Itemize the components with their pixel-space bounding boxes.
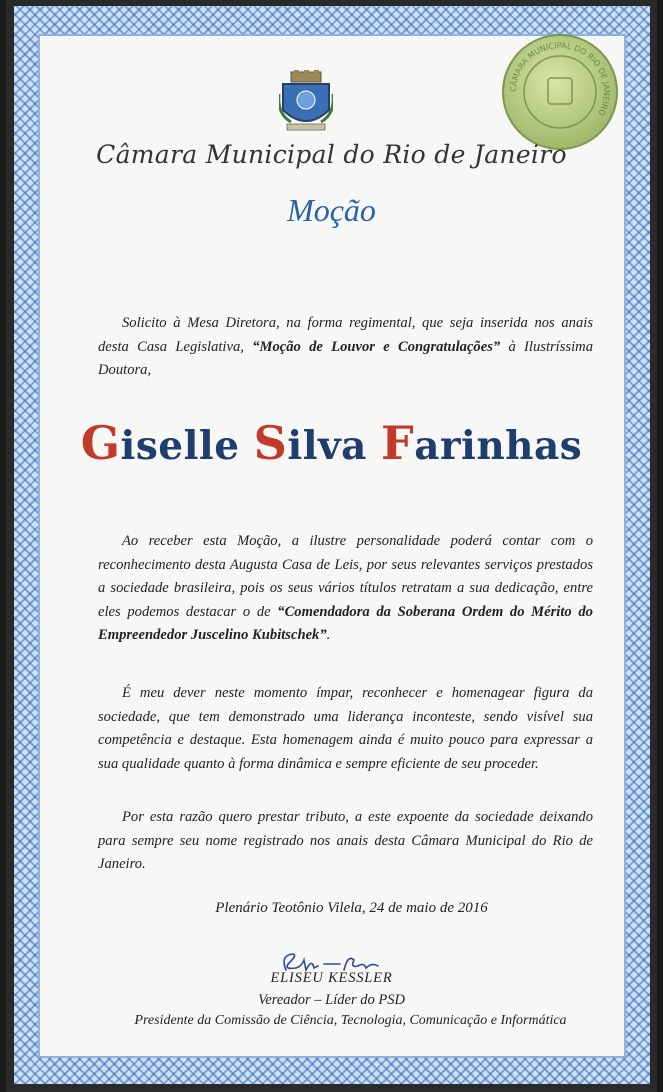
honoree-name: [0, 416, 663, 470]
honoree-initial-1: G: [80, 416, 121, 470]
intro-text-2: à Ilustríssima Doutora,: [98, 338, 593, 379]
paragraph-tribute: Por esta razão quero prestar tributo, a este expoente da sociedade deixando para sempre seu nome registrado nos anais desta Câmara Municipal do Rio de Janeiro.: [98, 809, 593, 873]
seal-lettering: CÂMARA MUNICIPAL DO RIO DE JANEIRO: [508, 40, 612, 118]
signatory-role: Vereador – Líder do PSD: [258, 992, 405, 1008]
institution-name: Câmara Municipal do Rio de Janeiro: [96, 140, 567, 169]
honoree-initial-3: F: [381, 416, 415, 470]
honoree-last: arinhas: [414, 423, 583, 469]
paragraph-recognition-text: Ao receber esta Moção, a ilustre personalidade poderá contar com o reconhecimento desta Augusta Casa de Leis, por seus relevantes serviços prestados a sociedade brasileira, pois os seus vários títulos retratam a sua dedicação, entre eles podemos destacar o de: [98, 533, 593, 620]
paragraph-recognition-end: .: [326, 627, 331, 644]
honoree-first: iselle: [120, 423, 240, 469]
intro-paragraph: [98, 312, 593, 383]
embossed-seal-icon: [500, 32, 620, 152]
intro-text-1: Solicito à Mesa Diretora, na forma regimental, que seja inserida nos anais desta Casa Legislativa,: [98, 315, 593, 355]
signatory-name: ELISEU KESSLER: [270, 970, 393, 986]
honoree-middle: ilva: [287, 423, 367, 469]
place-date: Plenário Teotônio Vilela, 24 de maio de 2016: [215, 900, 488, 916]
paragraph-recognition: [98, 530, 593, 648]
intro-highlight: “Moção de Louvor e Congratulações”: [252, 338, 501, 355]
signatory-committee: Presidente da Comissão de Ciência, Tecnologia, Comunicação e Informática: [134, 1013, 567, 1028]
coat-of-arms-icon: [279, 70, 333, 134]
document-title: Moção: [287, 192, 376, 228]
honoree-initial-2: S: [253, 416, 288, 470]
paragraph-duty: É meu dever neste momento ímpar, reconhecer e homenagear figura da sociedade, que tem demonstrado uma liderança inconteste, sendo visível sua competência e destaque. Esta homenagem ainda é muito pouco para expressar a sua qualidade quanto à forma dinâmica e sempre eficiente de seu proceder.: [98, 685, 593, 772]
award-title: “Comendadora da Soberana Ordem do Mérito do Empreendedor Juscelino Kubitschek”: [98, 603, 593, 644]
